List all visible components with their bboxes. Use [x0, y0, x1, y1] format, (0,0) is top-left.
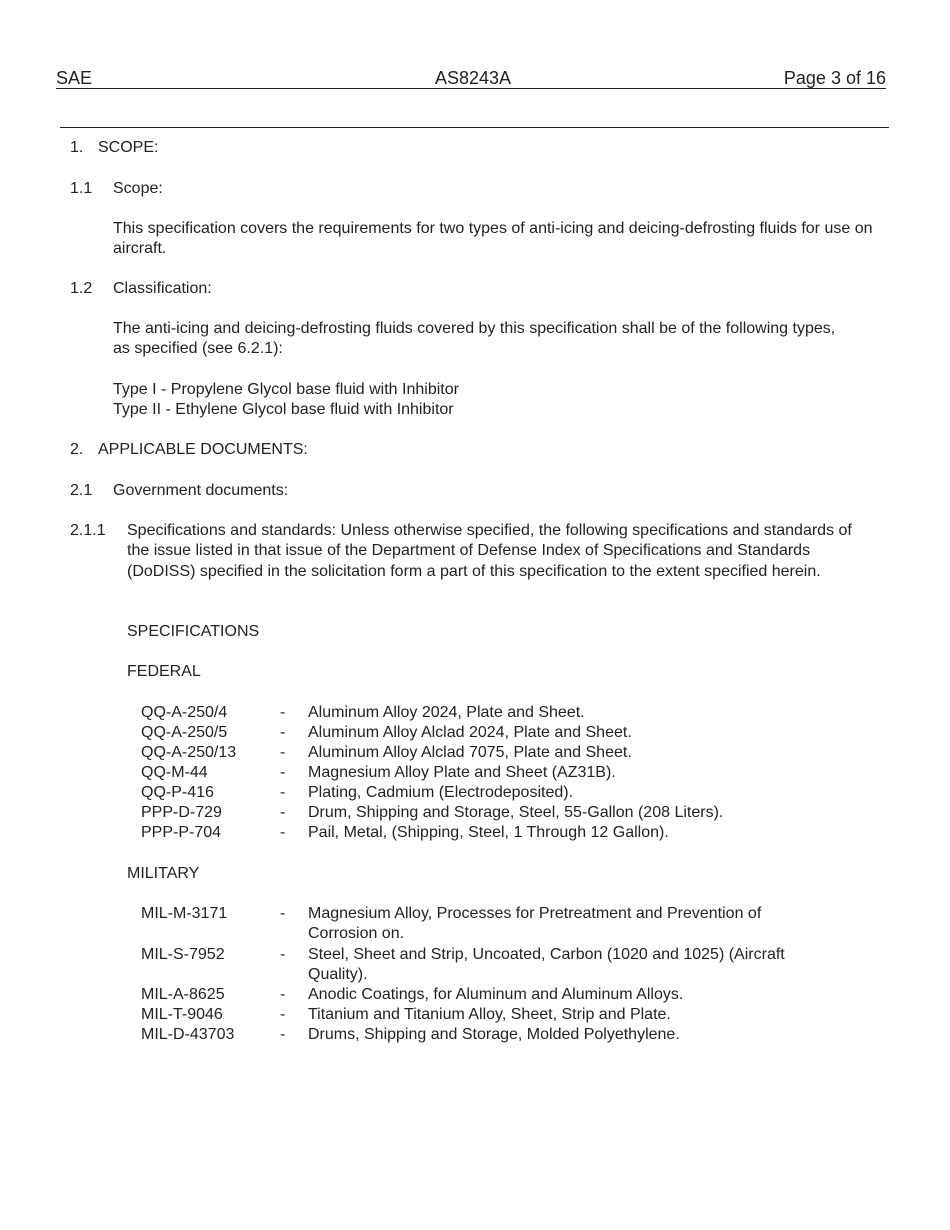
federal-heading: FEDERAL: [127, 663, 201, 680]
spec-description: Drum, Shipping and Storage, Steel, 55-Gallon (208 Liters).: [308, 804, 724, 821]
section-1-2-text: The anti-icing and deicing-defrosting fluids covered by this specification shall be of the following types, as specified (see 6.2.1):: [113, 320, 836, 358]
spec-code: QQ-M-44: [141, 764, 208, 781]
section-2-title: APPLICABLE DOCUMENTS:: [98, 441, 308, 458]
header-divider: [60, 127, 889, 128]
spec-code: QQ-A-250/13: [141, 744, 237, 761]
spec-description: Aluminum Alloy Alclad 7075, Plate and Sheet.: [308, 744, 632, 761]
spec-code: PPP-D-729: [141, 804, 222, 821]
header-doc-number: AS8243A: [435, 68, 512, 88]
spec-description: Plating, Cadmium (Electrodeposited).: [308, 784, 574, 801]
section-1-2-number: 1.2: [70, 280, 93, 297]
spec-description: Anodic Coatings, for Aluminum and Aluminum Alloys.: [308, 986, 684, 1003]
spec-code: QQ-A-250/5: [141, 724, 228, 741]
spec-description: Pail, Metal, (Shipping, Steel, 1 Through 12 Gallon).: [308, 824, 669, 841]
spec-dash: -: [280, 905, 286, 922]
type-2-line: Type II - Ethylene Glycol base fluid with Inhibitor: [113, 401, 454, 418]
spec-dash: -: [280, 804, 286, 821]
spec-code: MIL-T-9046: [141, 1006, 223, 1023]
spec-dash: -: [280, 784, 286, 801]
section-2-1-1-number: 2.1.1: [70, 522, 106, 539]
section-1-1-number: 1.1: [70, 180, 93, 197]
section-1-number: 1.: [70, 139, 84, 156]
spec-dash: -: [280, 704, 286, 721]
section-2-number: 2.: [70, 441, 84, 458]
spec-description-continued: Quality).: [308, 966, 368, 983]
spec-code: QQ-A-250/4: [141, 704, 228, 721]
spec-dash: -: [280, 986, 286, 1003]
header-page-number: Page 3 of 16: [783, 68, 886, 88]
spec-description: Magnesium Alloy Plate and Sheet (AZ31B).: [308, 764, 616, 781]
military-heading: MILITARY: [127, 865, 200, 882]
spec-description: Aluminum Alloy 2024, Plate and Sheet.: [308, 704, 585, 721]
type-1-line: Type I - Propylene Glycol base fluid with Inhibitor: [113, 381, 459, 398]
spec-dash: -: [280, 1026, 286, 1043]
section-2-1-title: Government documents:: [113, 482, 289, 499]
spec-code: QQ-P-416: [141, 784, 214, 801]
spec-dash: -: [280, 1006, 286, 1023]
spec-code: MIL-A-8625: [141, 986, 225, 1003]
spec-description: Magnesium Alloy, Processes for Pretreatment and Prevention of: [308, 905, 762, 922]
spec-code: MIL-S-7952: [141, 946, 225, 963]
header-org: SAE: [56, 68, 93, 88]
spec-dash: -: [280, 824, 286, 841]
section-1-1-text: This specification covers the requirements for two types of anti-icing and deicing-defrosting fluids for use on aircraft.: [113, 220, 873, 258]
section-1-title: SCOPE:: [98, 139, 159, 156]
spec-description: Drums, Shipping and Storage, Molded Polyethylene.: [308, 1026, 680, 1043]
spec-description: Titanium and Titanium Alloy, Sheet, Strip and Plate.: [308, 1006, 671, 1023]
spec-code: MIL-M-3171: [141, 905, 228, 922]
section-1-2-title: Classification:: [113, 280, 212, 297]
specifications-heading: SPECIFICATIONS: [127, 623, 260, 640]
spec-description: Aluminum Alloy Alclad 2024, Plate and Sheet.: [308, 724, 632, 741]
spec-code: PPP-P-704: [141, 824, 222, 841]
spec-code: MIL-D-43703: [141, 1026, 235, 1043]
section-2-1-1-text: Specifications and standards: Unless otherwise specified, the following specifications and standards of the issue listed in that issue of the Department of Defense Index of Specifications and Standards (DoDISS) specified in the solicitation form a part of this specification to the extent specified herein.: [127, 522, 852, 580]
spec-dash: -: [280, 744, 286, 761]
page-header: [56, 68, 886, 89]
section-2-1-number: 2.1: [70, 482, 93, 499]
spec-dash: -: [280, 946, 286, 963]
spec-dash: -: [280, 724, 286, 741]
section-1-1-title: Scope:: [113, 180, 163, 197]
spec-description: Steel, Sheet and Strip, Uncoated, Carbon (1020 and 1025) (Aircraft: [308, 946, 785, 963]
spec-dash: -: [280, 764, 286, 781]
spec-description-continued: Corrosion on.: [308, 925, 405, 942]
